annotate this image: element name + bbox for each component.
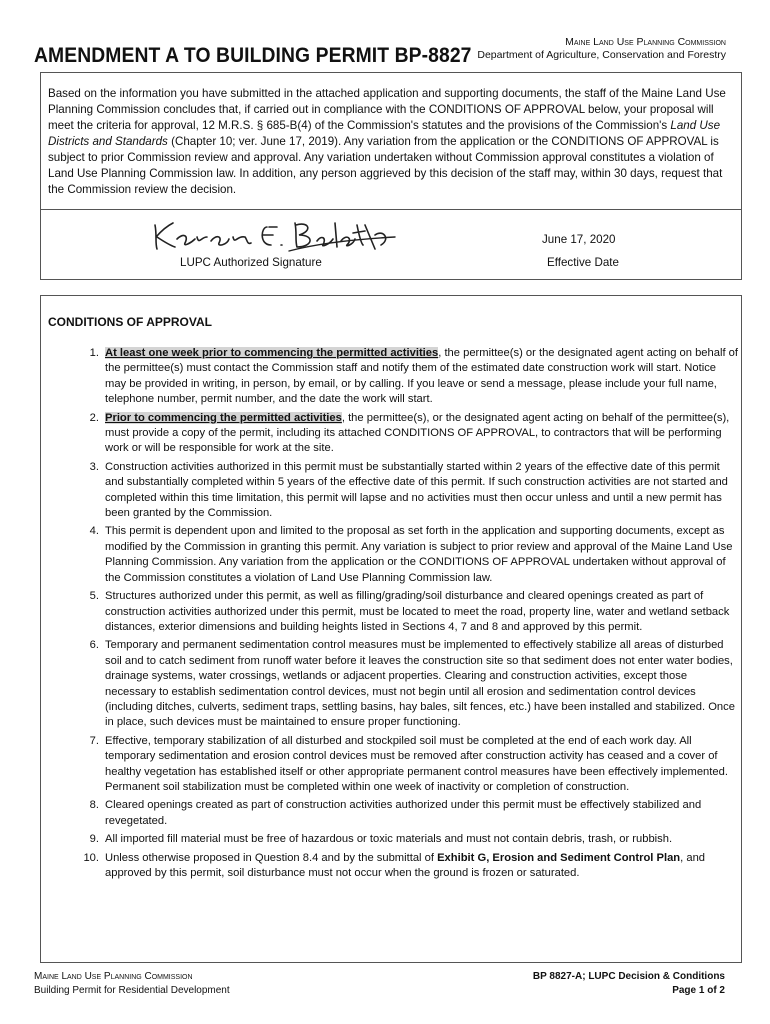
decision-text (48, 86, 736, 198)
condition-number: 10. (83, 851, 99, 864)
condition-item (79, 589, 739, 635)
conditions-list (79, 346, 739, 884)
decision-text-part2: (Chapter 10; ver. June 17, 2019). Any variation from the application or the CONDITIONS OF APPROVAL is subject to prior Commission review and approval. Any variation undertaken without Commission approval constitutes a violation of Land Use Planning Commission law. In addition, any person aggrieved by this decision of the staff may, within 30 days, request that the Commission review the decision. (48, 135, 723, 196)
decision-box (40, 72, 742, 280)
condition-number: 3. (89, 460, 99, 473)
condition-text: All imported fill material must be free of hazardous or toxic materials and must not contain debris, trash, or rubbish. (105, 833, 673, 846)
handwritten-signature (149, 215, 399, 255)
condition-item (79, 851, 739, 882)
effective-date-label: Effective Date (547, 256, 619, 269)
condition-item (79, 832, 739, 847)
decision-text-part1: Based on the information you have submitted in the attached application and supporting documents, the staff of the Maine Land Use Planning Commission concludes that, if carried out in compliance with the CONDITIONS OF APPROVAL below, your proposal will meet the criteria for approval, 12 M.R.S. § 685-B(4) of the Commission's statutes and the provisions of the Commission's (48, 87, 726, 132)
condition-number: 8. (89, 799, 99, 812)
condition-text: Temporary and permanent sedimentation control measures must be implemented to effectively stabilize all areas of disturbed soil and to catch sediment from runoff water before it leaves the construction site so that sediment does not enter water bodies, drainage systems, water crossings, wetlands or adjacent properties. Clearing and construction activities, except those necessary to establish sedimentation control devices, must not begin until all erosion and sedimentation control devices (including ditches, culverts, sediment traps, settling basins, hay bales, silt fences, etc.) have been installed and stabilized. Once in place, such devices must be maintained to ensure proper functioning. (105, 639, 735, 729)
condition-exhibit-ref: Exhibit G, Erosion and Sediment Control Plan (437, 851, 681, 864)
condition-text: Construction activities authorized in this permit must be substantially started within 2 years of the effective date of this permit and substantially completed within 5 years of the effective date of this permit. If such construction activities are not started and completed within this time limitation, this permit will lapse and no activities must then occur unless and until a new permit has been granted by the Commission. (105, 460, 728, 520)
condition-text: Structures authorized under this permit, as well as filling/grading/soil disturbance and cleared openings created as part of construction activities authorized under this permit, must be located to meet the road, property line, water and wetland setback distances, exterior dimensions and building heights listed in Sections 4, 7 and 8 and approved by this permit. (105, 590, 730, 633)
condition-item (79, 734, 739, 796)
condition-text: Effective, temporary stabilization of all disturbed and stockpiled soil must be completed at the end of each work day. All temporary sedimentation and erosion control devices must be removed after construction activity has ceased and a cover of healthy vegetation has established itself or other appropriate permanent control measures have been effectively implemented. Permanent soil stabilization must be completed within one week of inactivity or completion of construction. (105, 734, 728, 793)
condition-text: , the permittee(s), or the designated agent acting on behalf of the permittee(s), must provide a copy of the permit, including its attached CONDITIONS OF APPROVAL, to contractors that will be performing work or will be responsible for work at the site. (105, 411, 730, 455)
condition-number: 7. (89, 734, 99, 747)
condition-text: , the permittee(s) or the designated agent acting on behalf of the permittee(s) must contact the Commission staff and notify them of the estimated date construction work will start. Notice may be provided in writing, in person, by email, or by calling. If you leave or send a message, please include your full name, telephone number, permit number, and the date the work will start. (105, 347, 739, 406)
agency-department: Department of Agriculture, Conservation and Forestry (477, 49, 726, 61)
condition-item (79, 798, 739, 829)
condition-number: 5. (89, 590, 99, 603)
condition-number: 2. (89, 411, 99, 424)
condition-number: 4. (89, 525, 99, 538)
condition-item (79, 460, 739, 522)
condition-item (79, 524, 739, 586)
condition-number: 1. (89, 347, 99, 359)
effective-date: June 17, 2020 (542, 233, 616, 246)
conditions-heading: CONDITIONS OF APPROVAL (48, 315, 213, 329)
condition-lead: At least one week prior to commencing the permitted activities (105, 347, 439, 359)
condition-number: 9. (89, 833, 99, 846)
footer-permit-type: Building Permit for Residential Development (34, 985, 230, 996)
agency-header (477, 36, 726, 62)
footer-agency: Maine Land Use Planning Commission (34, 971, 193, 982)
page-number: Page 1 of 2 (672, 985, 725, 996)
document-title: AMENDMENT A TO BUILDING PERMIT BP-8827 (34, 44, 472, 67)
condition-text: Unless otherwise proposed in Question 8.4 and by the submittal of (105, 851, 438, 864)
condition-item (79, 346, 739, 408)
footer-doc-ref: BP 8827-A; LUPC Decision & Conditions (532, 971, 725, 982)
footer-right (533, 970, 725, 998)
decision-divider (41, 209, 741, 210)
footer-left (34, 970, 230, 998)
condition-lead: Prior to commencing the permitted activities (105, 411, 342, 424)
condition-item (79, 638, 739, 730)
condition-text: Cleared openings created as part of construction activities authorized under this permit must be effectively stabilized and revegetated. (105, 799, 702, 827)
decision-text-italic: Land Use Districts and Standards (48, 119, 721, 148)
signature-label: LUPC Authorized Signature (180, 256, 322, 269)
condition-item (79, 411, 739, 457)
condition-text-end: , and approved by this permit, soil disturbance must not occur when the ground is frozen or saturated. (105, 851, 706, 879)
condition-text: This permit is dependent upon and limited to the proposal as set forth in the application and supporting documents, except as modified by the Commission in granting this permit. Any variation is subject to prior review and approval of the Maine Land Use Planning Commission. Any variation from the application or the CONDITIONS OF APPROVAL undertaken without approval of the Commission constitutes a violation of Land Use Planning Commission law. (105, 525, 733, 584)
condition-number: 6. (89, 639, 99, 652)
conditions-box (40, 295, 742, 963)
agency-name: Maine Land Use Planning Commission (565, 36, 726, 48)
